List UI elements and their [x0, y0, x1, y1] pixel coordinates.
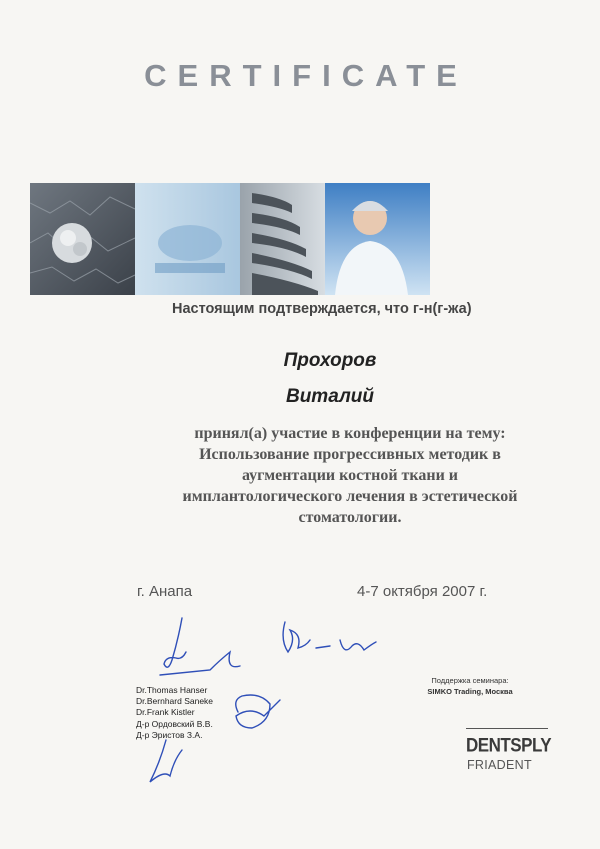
signer-name: Dr.Thomas Hanser: [136, 685, 208, 695]
support-organization: SIMKO Trading, Москва: [427, 687, 513, 696]
intro-text: Настоящим подтверждается, что г-н(г-жа): [172, 301, 472, 317]
event-city: г. Анапа: [137, 583, 193, 600]
topic-line: Использование прогрессивных методик в: [199, 446, 501, 463]
topic-line: принял(а) участие в конференции на тему:: [194, 425, 506, 442]
event-dates: 4-7 октября 2007 г.: [357, 583, 488, 600]
signer-name: Dr.Frank Kistler: [136, 707, 195, 718]
support-label: Поддержка семинара:: [431, 676, 509, 685]
signers-list: [136, 685, 213, 741]
recipient-surname: Прохоров: [283, 350, 377, 371]
header-photo-banner: [30, 183, 430, 295]
signer-name: Д-р Эристов З.А.: [136, 729, 203, 740]
signer-name: Д-р Ордовский В.В.: [136, 718, 213, 729]
seminar-support: [400, 675, 540, 697]
logo-divider: [466, 728, 548, 729]
signer-name: Dr.Bernhard Saneke: [136, 696, 214, 707]
topic-line: стоматологии.: [298, 509, 402, 526]
topic-line: имплантологического лечения в эстетической: [182, 488, 518, 505]
recipient-given-name: Виталий: [285, 386, 375, 407]
topic-line: аугментации костной ткани и: [241, 467, 459, 484]
conference-topic: [150, 423, 550, 528]
certificate-title: CERTIFICATE: [144, 58, 468, 93]
logo-brand: DENTSPLY: [466, 734, 552, 756]
logo-sub: FRIADENT: [467, 758, 532, 772]
